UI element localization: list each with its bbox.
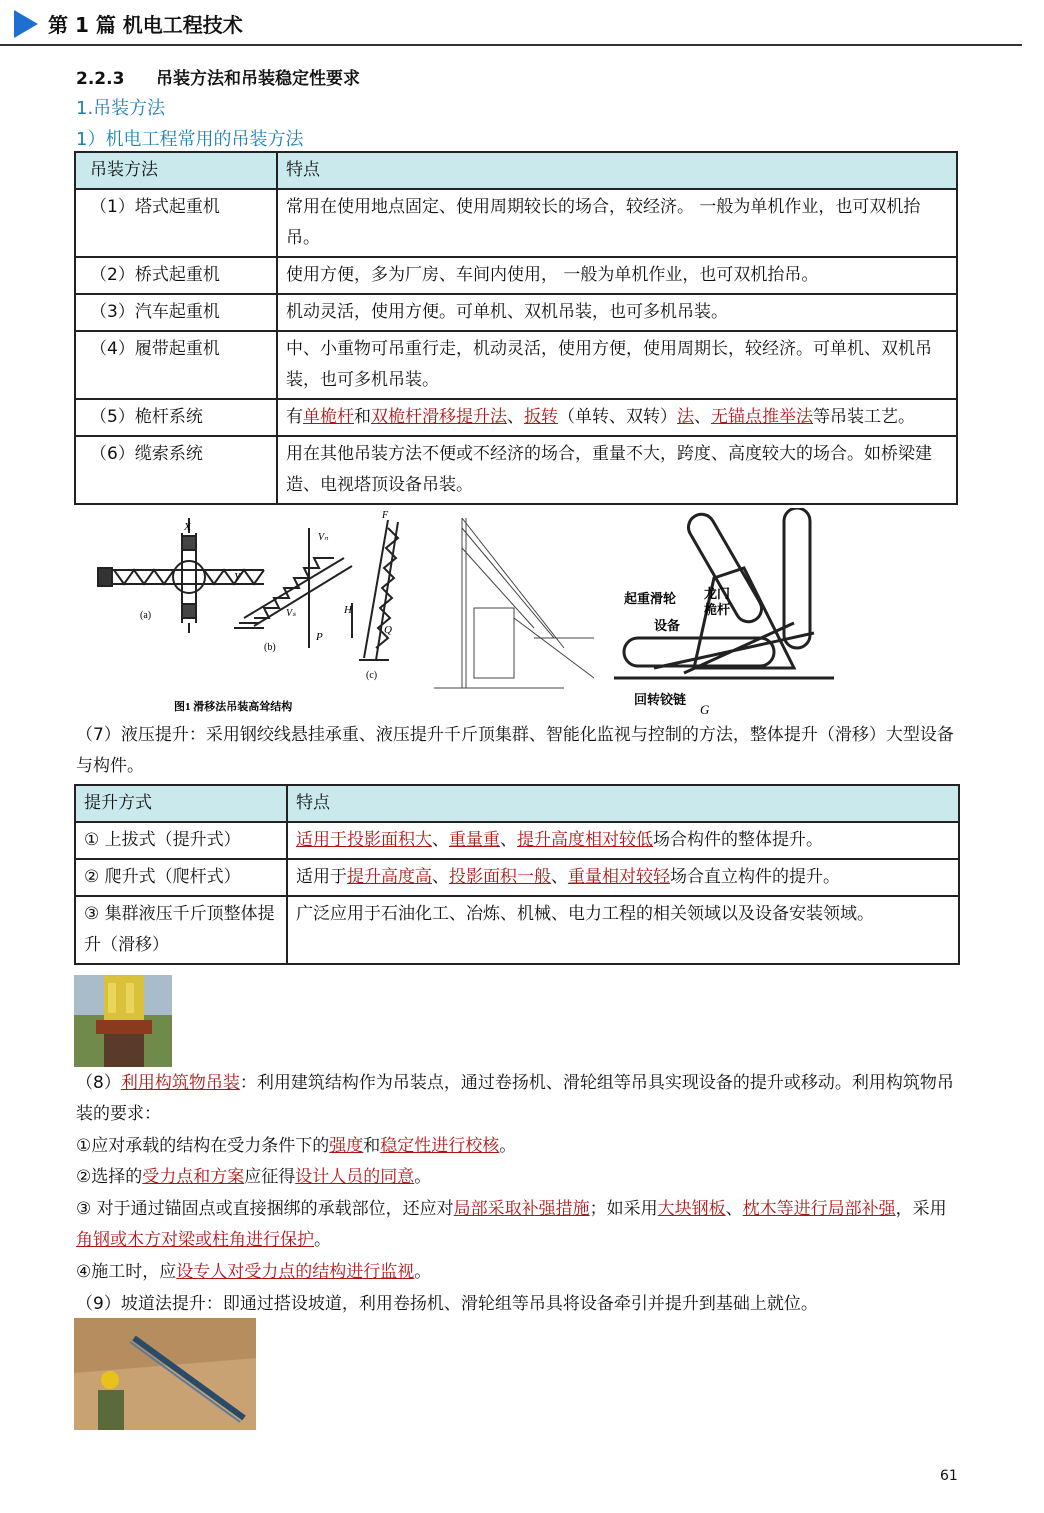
table-row <box>75 399 957 436</box>
label-p: P <box>316 631 323 643</box>
feature-cell: 使用方便，多为厂房、车间内使用， 一般为单机作业，也可双机抬吊。 <box>277 257 957 294</box>
feature-cell <box>287 822 959 859</box>
text: 、 <box>500 830 517 850</box>
text: 有 <box>286 407 303 427</box>
text: ①应对承载的结构在受力条件下的 <box>76 1136 330 1156</box>
text: ；如采用 <box>589 1199 658 1219</box>
subheading-2: 1）机电工程常用的吊装方法 <box>76 129 304 150</box>
text: 和 <box>354 407 371 427</box>
feature-cell <box>277 399 957 436</box>
hydraulic-jack-photo <box>74 975 172 1067</box>
method-cell: （2）桥式起重机 <box>75 257 277 294</box>
paragraph-7: （7）液压提升：采用钢绞线悬挂承重、液压提升千斤顶集群、智能化监视与控制的方法，整体提升（滑移）大型设备与构件。 <box>76 725 954 776</box>
text: 、 <box>694 407 711 427</box>
text: 应征得 <box>244 1167 296 1187</box>
key-term: 枕木等进行局部补强 <box>742 1199 896 1219</box>
label-vn: Vₙ <box>318 532 329 543</box>
figure-d <box>434 518 594 688</box>
text: 、 <box>432 867 449 887</box>
label-x: X <box>184 521 191 533</box>
feature-cell <box>287 859 959 896</box>
text: （8） <box>76 1073 121 1093</box>
label-y: Y <box>234 571 241 583</box>
key-term: 提升高度高 <box>347 867 432 887</box>
requirement-4 <box>76 1257 962 1288</box>
label-b: (b) <box>264 642 276 653</box>
text: 、 <box>551 867 568 887</box>
method-cell: （3）汽车起重机 <box>75 294 277 331</box>
header-cell-feature: 特点 <box>287 785 959 822</box>
key-term: 单桅杆 <box>303 407 354 427</box>
text: 、 <box>507 407 524 427</box>
text: ④施工时，应 <box>76 1262 177 1282</box>
key-term: 受力点和方案 <box>142 1167 245 1187</box>
page-header <box>0 0 1044 46</box>
requirement-3 <box>76 1194 962 1256</box>
key-term: 双桅杆滑移提升法 <box>371 407 507 427</box>
text: ③ 对于通过锚固点或直接捆绑的承载部位，还应对 <box>76 1199 454 1219</box>
label-a: (a) <box>140 610 152 621</box>
header-cell-method: 提升方式 <box>75 785 287 822</box>
label-pulley: 起重滑轮 <box>624 591 677 606</box>
label-equip: 设备 <box>654 618 681 633</box>
text: 。 <box>499 1136 517 1156</box>
label-q: Q <box>384 624 392 636</box>
key-term: 角钢或木方对梁或柱角进行保护 <box>76 1230 314 1250</box>
paragraph-8 <box>76 1068 962 1130</box>
header-cell-method: 吊装方法 <box>75 152 277 189</box>
table-row <box>75 331 957 399</box>
page-number: 61 <box>940 1468 958 1484</box>
text: 和 <box>363 1136 381 1156</box>
requirement-2 <box>76 1162 962 1193</box>
key-term: 设计人员的同意 <box>295 1167 415 1187</box>
lifting-diagrams <box>94 508 854 716</box>
feature-cell: 用在其他吊装方法不便或不经济的场合，重量不大，跨度、高度较大的场合。如桥梁建造、电视塔顶设备吊装。 <box>277 436 957 504</box>
section-number: 2.2.3 <box>76 69 125 89</box>
text: 等吊装工艺。 <box>813 407 915 427</box>
key-term: 重量相对较轻 <box>568 867 670 887</box>
key-term: 重量重 <box>449 830 500 850</box>
ramp-method-photo <box>74 1318 256 1430</box>
table-row <box>75 436 957 504</box>
label-h: H <box>344 604 352 616</box>
text: 适用于 <box>296 867 347 887</box>
key-term: 大块钢板 <box>657 1199 726 1219</box>
key-term: 利用构筑物吊装 <box>120 1073 240 1093</box>
feature-cell: 中、小重物可吊重行走，机动灵活，使用方便，使用周期长，较经济。可单机、双机吊装，也可多机吊装。 <box>277 331 957 399</box>
text: 。 <box>314 1230 331 1250</box>
section-heading <box>76 64 360 89</box>
header-title: 第 1 篇 机电工程技术 <box>48 13 243 37</box>
feature-cell: 常用在使用地点固定、使用周期较长的场合，较经济。 一般为单机作业，也可双机抬吊。 <box>277 189 957 257</box>
figure-c <box>352 520 398 660</box>
key-term: 强度 <box>329 1136 364 1156</box>
label-g: G <box>700 702 710 716</box>
text: （单转、双转） <box>558 407 677 427</box>
text: 场合直立构件的提升。 <box>670 867 840 887</box>
text: 、 <box>432 830 449 850</box>
text: 、 <box>725 1199 743 1219</box>
label-vs: Vₛ <box>286 608 296 619</box>
method-cell: （6）缆索系统 <box>75 436 277 504</box>
label-hinge: 回转铰链 <box>634 692 687 707</box>
label-c: (c) <box>366 670 378 681</box>
hydraulic-lifting-table <box>74 784 960 965</box>
key-term: 提升高度相对较低 <box>517 830 653 850</box>
paragraph-9: （9）坡道法提升：即通过搭设坡道，利用卷扬机、滑轮组等吊具将设备牵引并提升到基础上就位。 <box>76 1294 818 1314</box>
requirement-1 <box>76 1131 962 1162</box>
key-term: 法 <box>677 407 694 427</box>
text: 。 <box>414 1167 432 1187</box>
header-triangle-icon <box>14 10 38 38</box>
header-cell-feature: 特点 <box>277 152 957 189</box>
text: ②选择的 <box>76 1167 143 1187</box>
method-cell: ③ 集群液压千斤顶整体提升（滑移） <box>75 896 287 964</box>
feature-cell: 机动灵活，使用方便。可单机、双机吊装，也可多机吊装。 <box>277 294 957 331</box>
table-row <box>75 822 959 859</box>
key-term: 无锚点推举法 <box>711 407 813 427</box>
label-f: F <box>382 510 389 521</box>
table-row <box>75 859 959 896</box>
key-term: 投影面积一般 <box>449 867 551 887</box>
method-cell: ① 上拔式（提升式） <box>75 822 287 859</box>
text: ：利用建筑结构作为吊装点，通过卷扬机、滑轮组等吊具实现设备的提升或移动。利用构筑物吊装的要求： <box>76 1073 954 1124</box>
header-rule <box>0 44 1022 46</box>
method-cell: （1）塔式起重机 <box>75 189 277 257</box>
label-mast: 桅杆 <box>704 602 731 617</box>
section-title: 吊装方法和吊装稳定性要求 <box>156 69 360 89</box>
key-term: 设专人对受力点的结构进行监视 <box>176 1262 415 1282</box>
text: 。 <box>414 1262 432 1282</box>
figure-caption: 图1 滑移法吊装高耸结构 <box>174 701 293 713</box>
table-row <box>75 189 957 257</box>
table-header-row <box>75 152 957 189</box>
key-term: 稳定性进行校核 <box>380 1136 500 1156</box>
key-term: 适用于投影面积大 <box>296 830 432 850</box>
table-row <box>75 294 957 331</box>
figure-b <box>234 528 352 648</box>
key-term: 局部采取补强措施 <box>453 1199 590 1219</box>
feature-cell: 广泛应用于石油化工、冶炼、机械、电力工程的相关领域以及设备安装领域。 <box>287 896 959 964</box>
text: 场合构件的整体提升。 <box>653 830 823 850</box>
subheading-1: 1.吊装方法 <box>76 98 166 119</box>
method-cell: （4）履带起重机 <box>75 331 277 399</box>
method-cell: （5）桅杆系统 <box>75 399 277 436</box>
method-cell: ② 爬升式（爬杆式） <box>75 859 287 896</box>
table-header-row <box>75 785 959 822</box>
lifting-methods-table <box>74 151 958 505</box>
key-term: 扳转 <box>524 407 558 427</box>
label-gate: 龙门 <box>704 586 731 601</box>
table-row <box>75 257 957 294</box>
text: ，采用 <box>895 1199 947 1219</box>
table-row <box>75 896 959 964</box>
